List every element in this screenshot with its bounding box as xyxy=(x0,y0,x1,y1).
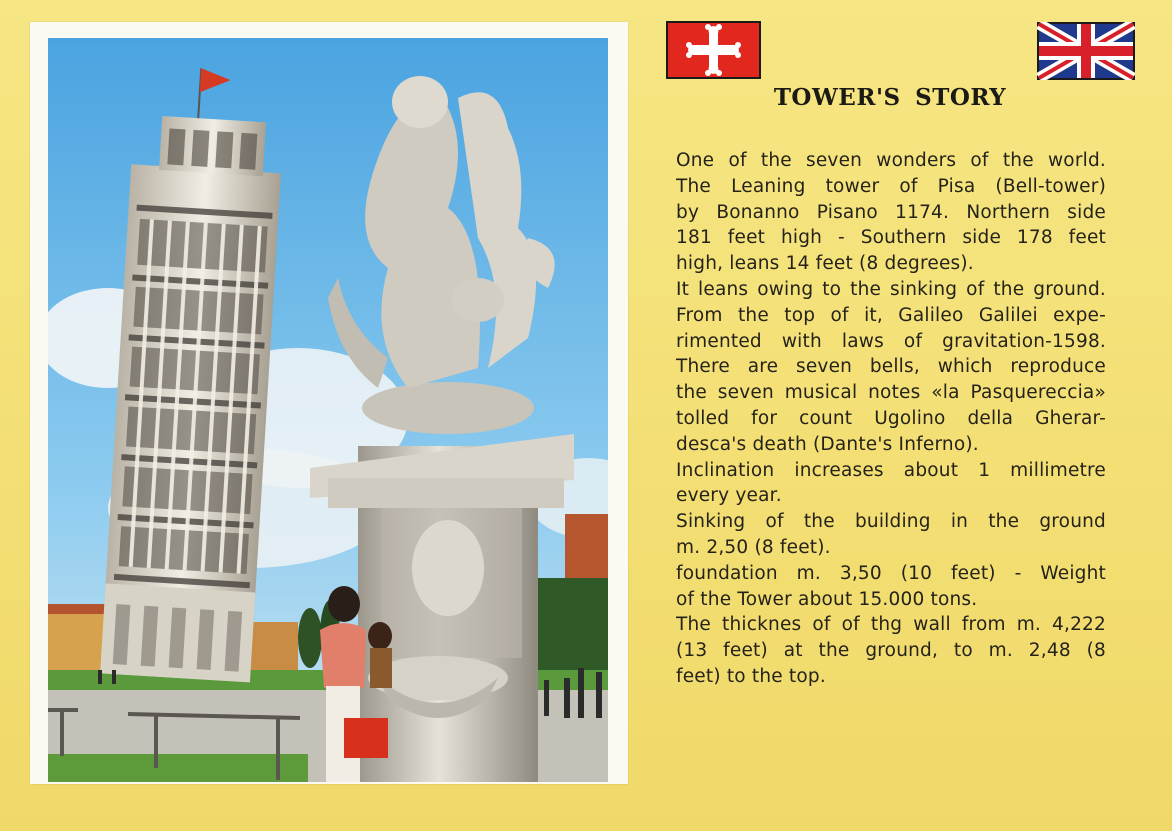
leaning-tower-and-fountain-image xyxy=(48,38,608,782)
story-line: There are seven bells, which reproduce xyxy=(676,356,1106,378)
story-line: foundation m. 3,50 (10 feet) - Weight xyxy=(676,562,1106,584)
story-line: rimented with laws of gravitation-1598. xyxy=(676,330,1106,352)
story-line: of the Tower about 15.000 tons. xyxy=(676,588,978,610)
story-line: From the top of it, Galileo Galilei expe- xyxy=(676,304,1106,326)
story-line: Sinking of the building in the ground xyxy=(676,511,1106,533)
story-line: every year. xyxy=(676,485,782,507)
story-line: One of the seven wonders of the world. xyxy=(676,150,1106,171)
story-line: desca's death (Dante's Inferno). xyxy=(676,433,979,455)
tower-photo xyxy=(48,38,608,782)
tower-story-text xyxy=(676,148,1106,690)
story-line: Inclination increases about 1 millimetre xyxy=(676,459,1106,481)
story-line: m. 2,50 (8 feet). xyxy=(676,536,831,558)
pisa-cross-flag-icon xyxy=(666,21,761,79)
story-line: by Bonanno Pisano 1174. Northern side xyxy=(676,201,1106,223)
story-line: feet) to the top. xyxy=(676,665,826,687)
story-line: the seven musical notes «la Pasquereccia» xyxy=(676,382,1106,404)
story-line: 181 feet high - Southern side 178 feet xyxy=(676,227,1106,249)
union-jack-flag-icon xyxy=(1037,22,1135,80)
photo-frame xyxy=(30,22,628,784)
story-line: tolled for count Ugolino della Gherar- xyxy=(676,407,1106,429)
story-line: high, leans 14 feet (8 degrees). xyxy=(676,253,974,275)
page-title: TOWER'S STORY xyxy=(773,84,1007,111)
story-line: The thicknes of of thg wall from m. 4,222 xyxy=(676,614,1106,636)
story-line: The Leaning tower of Pisa (Bell-tower) xyxy=(676,175,1106,197)
story-line: It leans owing to the sinking of the ground. xyxy=(676,278,1106,300)
story-line: (13 feet) at the ground, to m. 2,48 (8 xyxy=(676,640,1106,662)
